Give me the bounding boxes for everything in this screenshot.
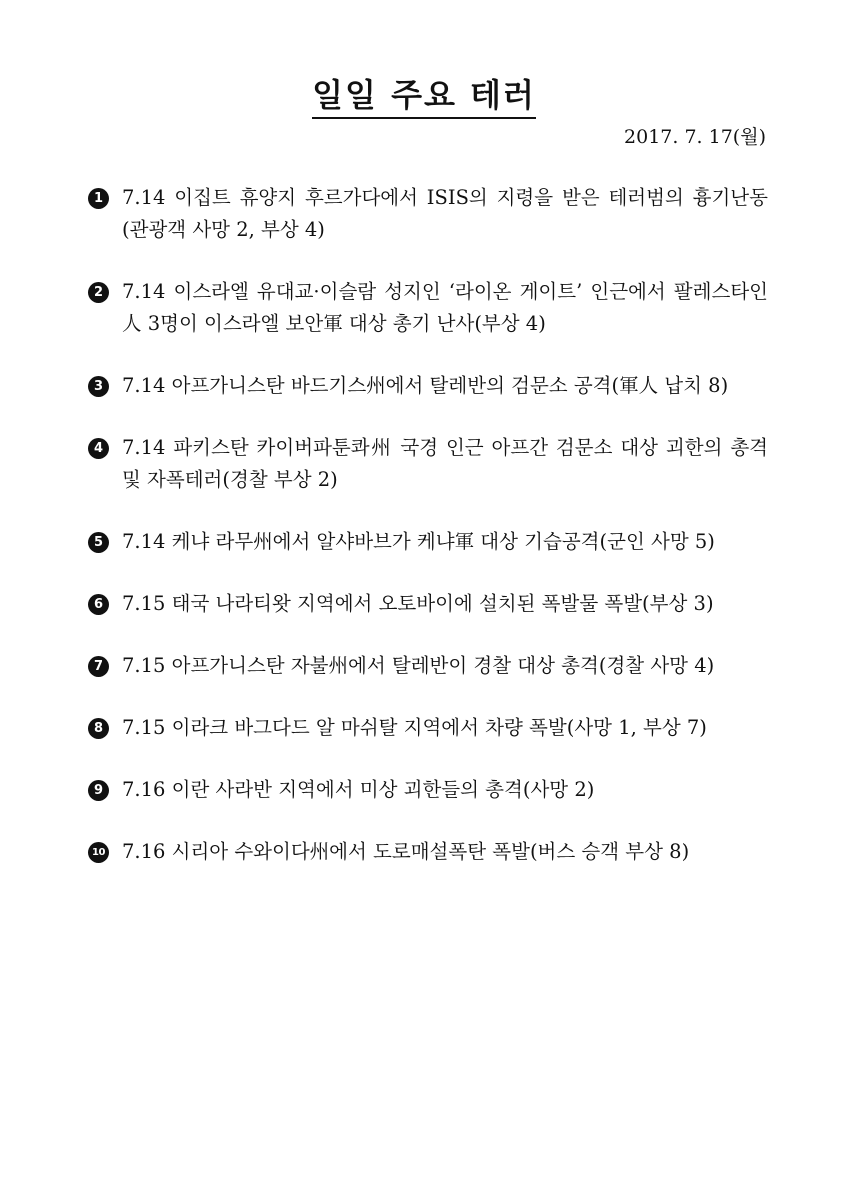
list-item (88, 526, 768, 558)
number-badge-icon: 7 (88, 656, 109, 677)
incident-text: 7.14 파키스탄 카이버파툰콰州 국경 인근 아프간 검문소 대상 괴한의 총격 및 자폭테러(경찰 부상 2) (122, 436, 768, 491)
list-item (88, 432, 768, 496)
list-item (88, 712, 768, 744)
list-item (88, 276, 768, 340)
number-badge-icon: 3 (88, 376, 109, 397)
number-badge-icon: 8 (88, 718, 109, 739)
incident-list (88, 182, 768, 898)
incident-text: 7.14 이스라엘 유대교·이슬람 성지인 ‘라이온 게이트’ 인근에서 팔레스타인人 3명이 이스라엘 보안軍 대상 총기 난사(부상 4) (122, 280, 768, 335)
page-title-text: 일일 주요 테러 (312, 74, 536, 119)
list-item (88, 650, 768, 682)
incident-text: 7.14 케냐 라무州에서 알샤바브가 케냐軍 대상 기습공격(군인 사망 5) (122, 530, 715, 553)
incident-text: 7.16 시리아 수와이다州에서 도로매설폭탄 폭발(버스 승객 부상 8) (122, 840, 690, 863)
number-badge-icon: 2 (88, 282, 109, 303)
page-title (0, 74, 848, 119)
incident-text: 7.15 태국 나라티왓 지역에서 오토바이에 설치된 폭발물 폭발(부상 3) (122, 592, 714, 615)
incident-text: 7.14 아프가니스탄 바드기스州에서 탈레반의 검문소 공격(軍人 납치 8) (122, 374, 729, 397)
number-badge-icon: 9 (88, 780, 109, 801)
incident-text: 7.16 이란 사라반 지역에서 미상 괴한들의 총격(사망 2) (122, 778, 595, 801)
incident-text: 7.14 이집트 휴양지 후르가다에서 ISIS의 지령을 받은 테러범의 흉기난동(관광객 사망 2, 부상 4) (122, 186, 768, 241)
report-date: 2017. 7. 17(월) (624, 126, 766, 148)
list-item (88, 774, 768, 806)
list-item (88, 588, 768, 620)
list-item (88, 370, 768, 402)
incident-text: 7.15 아프가니스탄 자불州에서 탈레반이 경찰 대상 총격(경찰 사망 4) (122, 654, 715, 677)
number-badge-icon: 5 (88, 532, 109, 553)
list-item (88, 836, 768, 868)
number-badge-icon: 6 (88, 594, 109, 615)
incident-text: 7.15 이라크 바그다드 알 마쉬탈 지역에서 차량 폭발(사망 1, 부상 7) (122, 716, 707, 739)
number-badge-icon: 1 (88, 188, 109, 209)
list-item (88, 182, 768, 246)
number-badge-icon: 10 (88, 842, 109, 863)
number-badge-icon: 4 (88, 438, 109, 459)
